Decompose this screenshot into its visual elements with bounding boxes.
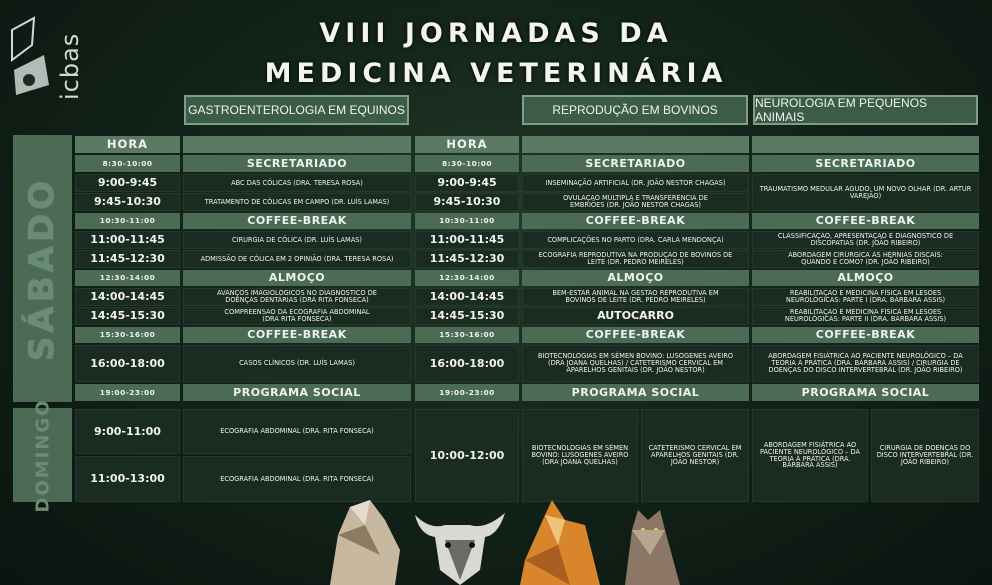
session-cell: ABORDAGEM CIRÚRGICA ÀS HÉRNIAS DISCAIS: QUANDO E COMO? (DR. JOÃO RIBEIRO) (752, 250, 979, 268)
session-cell: REABILITAÇÃO E MEDICINA FÍSICA EM LESÕES NEUROLÓGICAS: PARTE II (DRA. BÁRBARA ASSIS) (752, 307, 979, 325)
break-cell: PROGRAMA SOCIAL (183, 384, 411, 401)
break-cell: ALMOÇO (183, 270, 411, 286)
time-cell: 10:30-11:00 (415, 213, 519, 229)
break-cell: COFFEE-BREAK (522, 213, 749, 229)
session-cell: INSEMINAÇÃO ARTIFICIAL (DR. JOÃO NESTOR CHAGAS) (522, 174, 749, 192)
break-cell: SECRETARIADO (522, 155, 749, 172)
dog-icon (520, 500, 600, 585)
session-cell: TRAUMATISMO MEDULAR AGUDO: UM NOVO OLHAR (DR. ARTUR VAREJÃO) (752, 174, 979, 211)
session-cell: REABILITAÇÃO E MEDICINA FÍSICA EM LESÕES NEUROLÓGICAS: PARTE I (DRA. BÁRBARA ASSIS) (752, 288, 979, 306)
break-cell: SECRETARIADO (752, 155, 979, 172)
session-cell: AUTOCARRO (522, 307, 749, 325)
session-cell: TRATAMENTO DE CÓLICAS EM CAMPO (DR. LUÍS LAMAS) (183, 193, 411, 211)
title-line-1: VIII JORNADAS DA (319, 18, 673, 49)
time-cell: 9:00-9:45 (415, 174, 519, 192)
break-cell: COFFEE-BREAK (752, 213, 979, 229)
time-cell: 9:00-11:00 (75, 409, 180, 454)
session-cell: ECOGRAFIA ABDOMINAL (DRA. RITA FONSECA) (183, 409, 411, 454)
session-cell: CIRURGIA DE CÓLICA (DR. LUÍS LAMAS) (183, 231, 411, 249)
track-bovinos: REPRODUÇÃO EM BOVINOS (522, 95, 748, 125)
break-cell: COFFEE-BREAK (522, 327, 749, 343)
bull-icon (415, 513, 505, 585)
session-cell: CASOS CLÍNICOS (DR. LUÍS LAMAS) (183, 345, 411, 382)
time-cell: 19:00-23:00 (415, 384, 519, 401)
session-cell: CIRURGIA DE DOENÇAS DO DISCO INTERVERTEBRAL (DR. JOÃO RIBEIRO) (871, 409, 979, 502)
session-cell: BIOTECNOLOGIAS EM SÉMEN BOVINO: LUSOGENES AVEIRO (DRA JOANA QUELHAS) / CATETERISMO CERVICAL EM APARELHOS GENITAIS (DR. JOÃO NESTOR) (522, 345, 749, 382)
time-cell: 14:45-15:30 (75, 307, 180, 325)
session-cell: BEM-ESTAR ANIMAL NA GESTÃO REPRODUTIVA EM BOVINOS DE LEITE (DR. PEDRO MEIRELES) (522, 288, 749, 306)
time-cell: 11:45-12:30 (75, 250, 180, 268)
time-cell: 10:00-12:00 (415, 409, 519, 502)
session-cell: COMPLICAÇÕES NO PARTO (DRA. CARLA MENDONÇA) (522, 231, 749, 249)
time-cell: 14:00-14:45 (75, 288, 180, 306)
break-cell: COFFEE-BREAK (183, 327, 411, 343)
time-cell: 16:00-18:00 (75, 345, 180, 382)
day-label-domingo (13, 398, 72, 512)
time-cell: 14:45-15:30 (415, 307, 519, 325)
icbas-logo (4, 0, 94, 110)
break-cell: PROGRAMA SOCIAL (522, 384, 749, 401)
session-cell: BIOTECNOLOGIAS EM SÉMEN BOVINO: LUSOGENES AVEIRO (DRA JOANA QUELHAS) (522, 409, 638, 502)
break-cell: COFFEE-BREAK (752, 327, 979, 343)
header-neuro-blank (752, 136, 979, 153)
time-cell: 9:45-10:30 (75, 193, 180, 211)
time-cell: 16:00-18:00 (415, 345, 519, 382)
header-equinos-blank (183, 136, 411, 153)
domingo-text: DOMINGO (32, 398, 53, 512)
time-cell: 8:30-10:00 (415, 155, 519, 172)
cat-icon (625, 510, 680, 585)
time-cell: 11:00-13:00 (75, 456, 180, 502)
sabado-text: SÁBADO (22, 176, 63, 361)
break-cell: COFFEE-BREAK (183, 213, 411, 229)
time-cell: 11:00-11:45 (75, 231, 180, 249)
session-cell: ABORDAGEM FISIÁTRICA AO PACIENTE NEUROLÓGICO – DA TEORIA À PRÁTICA (DRA. BÁRBARA ASSIS) / CIRURGIA DE DOENÇAS DO DISCO INTERVERTEBRAL (DR. JOÃO RIBEIRO) (752, 345, 979, 382)
animals-illustration (320, 495, 690, 585)
time-cell: 9:45-10:30 (415, 193, 519, 211)
time-cell: 11:00-11:45 (415, 231, 519, 249)
header-bovinos-blank (522, 136, 749, 153)
time-cell: 12:30-14:00 (415, 270, 519, 286)
session-cell: ECOGRAFIA ABDOMINAL (DRA. RITA FONSECA) (183, 456, 411, 502)
title-line-2: MEDICINA VETERINÁRIA (264, 58, 728, 89)
session-cell: COMPREENSÃO DA ECOGRAFIA ABDOMINAL (DRA RITA FONSECA) (183, 307, 411, 325)
hora-header-1: HORA (75, 136, 180, 153)
time-cell: 10:30-11:00 (75, 213, 180, 229)
time-cell: 15:30-16:00 (415, 327, 519, 343)
session-cell: ECOGRAFIA REPRODUTIVA NA PRODUÇÃO DE BOVINOS DE LEITE (DR. PEDRO MEIRELES) (522, 250, 749, 268)
day-label-sabado (13, 135, 72, 402)
session-cell: ABC DAS CÓLICAS (DRA. TERESA ROSA) (183, 174, 411, 192)
break-cell: ALMOÇO (752, 270, 979, 286)
session-cell: CATETERISMO CERVICAL EM APARELHOS GENITAIS (DR. JOÃO NESTOR) (641, 409, 749, 502)
break-cell: SECRETARIADO (183, 155, 411, 172)
session-cell: OVULAÇÃO MÚLTIPLA E TRANSFERÊNCIA DE EMBRIÕES (DR. JOÃO NESTOR CHAGAS) (522, 193, 749, 211)
time-cell: 15:30-16:00 (75, 327, 180, 343)
time-cell: 11:45-12:30 (415, 250, 519, 268)
time-cell: 14:00-14:45 (415, 288, 519, 306)
hora-header-2: HORA (415, 136, 519, 153)
time-cell: 12:30-14:00 (75, 270, 180, 286)
track-equinos: GASTROENTEROLOGIA EM EQUINOS (184, 95, 409, 125)
session-cell: ABORDAGEM FISIÁTRICA AO PACIENTE NEUROLÓGICO – DA TEORIA À PRÁTICA (DRA. BÁRBARA ASSIS) (752, 409, 868, 502)
horse-icon (330, 500, 400, 585)
session-cell: ADMISSÃO DE CÓLICA EM 2 OPINIÃO (DRA. TERESA ROSA) (183, 250, 411, 268)
break-cell: ALMOÇO (522, 270, 749, 286)
session-cell: AVANÇOS IMAGIOLÓGICOS NO DIAGNÓSTICO DE DOENÇAS DENTÁRIAS (DRA RITA FONSECA) (183, 288, 411, 306)
logo-text: icbas (56, 32, 84, 100)
session-cell: CLASSIFICAÇÃO, APRESENTAÇÃO E DIAGNÓSTICO DE DISCOPATIAS (DR. JOÃO RIBEIRO) (752, 231, 979, 249)
time-cell: 8:30-10:00 (75, 155, 180, 172)
time-cell: 19:00-23:00 (75, 384, 180, 401)
track-pequenos-animais: NEUROLOGIA EM PEQUENOS ANIMAIS (753, 95, 978, 125)
time-cell: 9:00-9:45 (75, 174, 180, 192)
break-cell: PROGRAMA SOCIAL (752, 384, 979, 401)
